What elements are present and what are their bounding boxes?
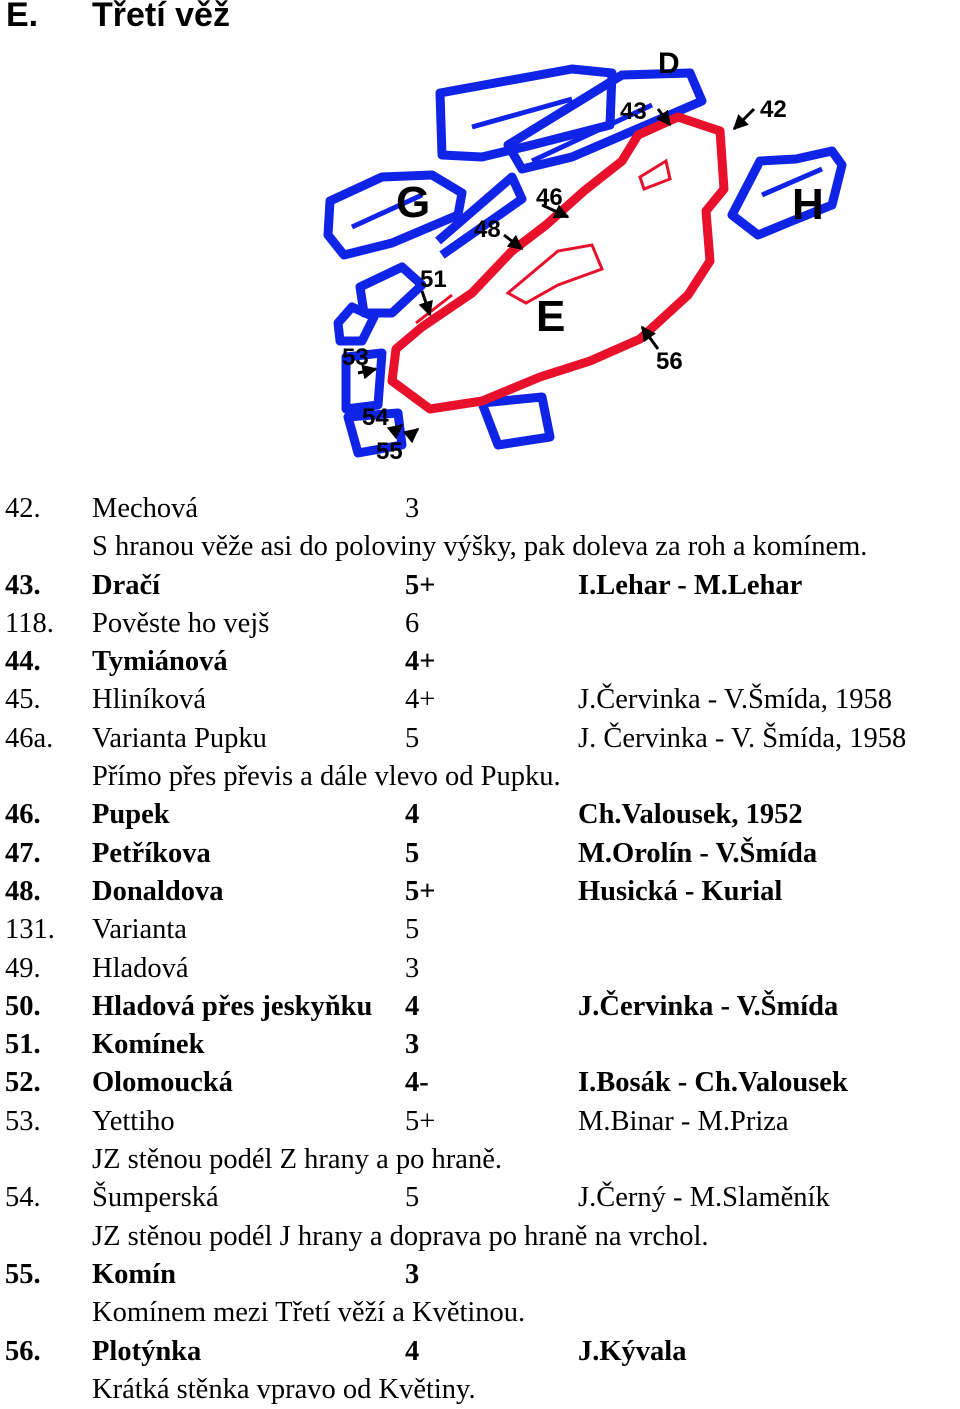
map-label-e: E: [536, 292, 566, 341]
route-number: 54.: [5, 1182, 41, 1214]
map-route-53: 53: [342, 344, 369, 371]
route-row: [0, 1026, 960, 1064]
route-row: [0, 988, 960, 1026]
route-grade: 3: [405, 952, 420, 984]
route-note-text: Krátká stěnka vpravo od Květiny.: [92, 1373, 476, 1405]
route-number: 48.: [5, 875, 41, 907]
route-authors: J.Černý - M.Slaměník: [578, 1182, 830, 1214]
route-authors: Ch.Valousek, 1952: [578, 799, 803, 831]
route-number: 43.: [5, 569, 41, 601]
route-note: [0, 1218, 960, 1256]
route-number: 50.: [5, 990, 41, 1022]
route-name: Yettiho: [92, 1105, 175, 1137]
route-authors: J.Kývala: [578, 1335, 687, 1367]
route-grade: 4: [405, 799, 420, 831]
route-grade: 5+: [405, 1105, 436, 1137]
route-row: [0, 1064, 960, 1102]
route-row: [0, 1103, 960, 1141]
route-note: [0, 1141, 960, 1179]
route-name: Hladová: [92, 952, 189, 984]
route-grade: 4+: [405, 646, 436, 678]
route-grade: 4: [405, 1335, 420, 1367]
route-row: [0, 720, 960, 758]
tower-map: [322, 47, 844, 465]
page-heading: [0, 0, 600, 40]
route-authors: J.Červinka - V.Šmída: [578, 990, 839, 1022]
route-row: [0, 1333, 960, 1371]
route-note: [0, 1294, 960, 1332]
route-number: 44.: [5, 646, 41, 678]
route-number: 131.: [5, 914, 55, 946]
route-name: Mechová: [92, 493, 199, 524]
route-number: 56.: [5, 1335, 41, 1367]
route-authors: I.Lehar - M.Lehar: [578, 569, 803, 601]
route-authors: J.Červinka - V.Šmída, 1958: [578, 684, 893, 716]
route-number: 45.: [5, 684, 41, 716]
route-grade: 5: [405, 914, 420, 946]
route-grade: 4+: [405, 684, 436, 716]
route-authors: M.Binar - M.Priza: [578, 1105, 789, 1137]
route-name: Varianta Pupku: [92, 722, 267, 754]
route-grade: 4-: [405, 1067, 429, 1099]
map-label-d: D: [658, 47, 680, 80]
route-note-text: Komínem mezi Třetí věží a Květinou.: [92, 1297, 526, 1329]
route-row: [0, 835, 960, 873]
route-note: [0, 758, 960, 796]
route-note-text: Přímo přes převis a dále vlevo od Pupku.: [92, 761, 561, 793]
route-name: Komínek: [92, 1029, 205, 1061]
route-name: Olomoucká: [92, 1067, 233, 1099]
route-name: Komín: [92, 1258, 176, 1290]
route-number: 47.: [5, 837, 41, 869]
route-name: Plotýnka: [92, 1335, 202, 1367]
route-grade: 5: [405, 722, 420, 754]
route-grade: 5: [405, 1182, 420, 1214]
map-route-51: 51: [420, 266, 447, 293]
route-grade: 3: [405, 1258, 420, 1290]
route-name: Tymiánová: [92, 646, 228, 678]
route-row: [0, 490, 960, 528]
route-note-text: JZ stěnou podél J hrany a doprava po hraně na vrchol.: [92, 1220, 709, 1252]
map-label-h: H: [792, 180, 824, 229]
route-name: Hliníková: [92, 684, 206, 716]
map-route-56: 56: [656, 348, 683, 375]
route-number: 51.: [5, 1029, 41, 1061]
route-authors: Husická - Kurial: [578, 875, 783, 907]
route-authors: J. Červinka - V. Šmída, 1958: [578, 722, 907, 754]
route-name: Varianta: [92, 914, 187, 946]
route-row: [0, 796, 960, 834]
route-name: Pověste ho vejš: [92, 607, 270, 639]
route-name: Pupek: [92, 799, 170, 831]
route-grade: 5+: [405, 875, 436, 907]
route-row: [0, 567, 960, 605]
section-title: Třetí věž: [92, 0, 230, 34]
route-name: Petříkova: [92, 837, 211, 869]
route-note: [0, 528, 960, 566]
route-number: 55.: [5, 1258, 41, 1290]
map-route-54: 54: [362, 404, 389, 431]
route-number: 46.: [5, 799, 41, 831]
route-number: 118.: [5, 607, 54, 639]
map-route-42: 42: [760, 96, 787, 123]
route-number: 46a.: [5, 722, 54, 754]
route-authors: M.Orolín - V.Šmída: [578, 837, 818, 869]
route-number: 49.: [5, 952, 41, 984]
route-name: Dračí: [92, 569, 161, 601]
route-grade: 3: [405, 493, 420, 524]
route-row: [0, 911, 960, 949]
route-grade: 6: [405, 607, 420, 639]
route-note: [0, 1371, 960, 1409]
map-route-55: 55: [376, 438, 403, 465]
route-grade: 5+: [405, 569, 436, 601]
route-row: [0, 605, 960, 643]
route-number: 42.: [5, 493, 41, 524]
route-grade: 3: [405, 1029, 420, 1061]
route-name: Hladová přes jeskyňku: [92, 990, 373, 1022]
route-row: [0, 1179, 960, 1217]
map-route-48: 48: [474, 216, 501, 243]
section-letter: E.: [6, 0, 39, 34]
map-route-43: 43: [620, 98, 647, 125]
route-name: Šumperská: [92, 1182, 219, 1214]
route-row: [0, 873, 960, 911]
route-number: 52.: [5, 1067, 41, 1099]
route-row: [0, 643, 960, 681]
map-label-g: G: [396, 178, 431, 227]
route-row: [0, 681, 960, 719]
route-note-text: S hranou věže asi do poloviny výšky, pak doleva za roh a komínem.: [92, 531, 868, 563]
route-note-text: JZ stěnou podél Z hrany a po hraně.: [92, 1144, 502, 1176]
map-route-46: 46: [536, 184, 563, 211]
route-number: 53.: [5, 1105, 41, 1137]
route-grade: 4: [405, 990, 420, 1022]
route-row: [0, 950, 960, 988]
route-row: [0, 1256, 960, 1294]
route-name: Donaldova: [92, 875, 224, 907]
route-authors: I.Bosák - Ch.Valousek: [578, 1067, 848, 1099]
route-list: [0, 490, 960, 1409]
route-grade: 5: [405, 837, 420, 869]
